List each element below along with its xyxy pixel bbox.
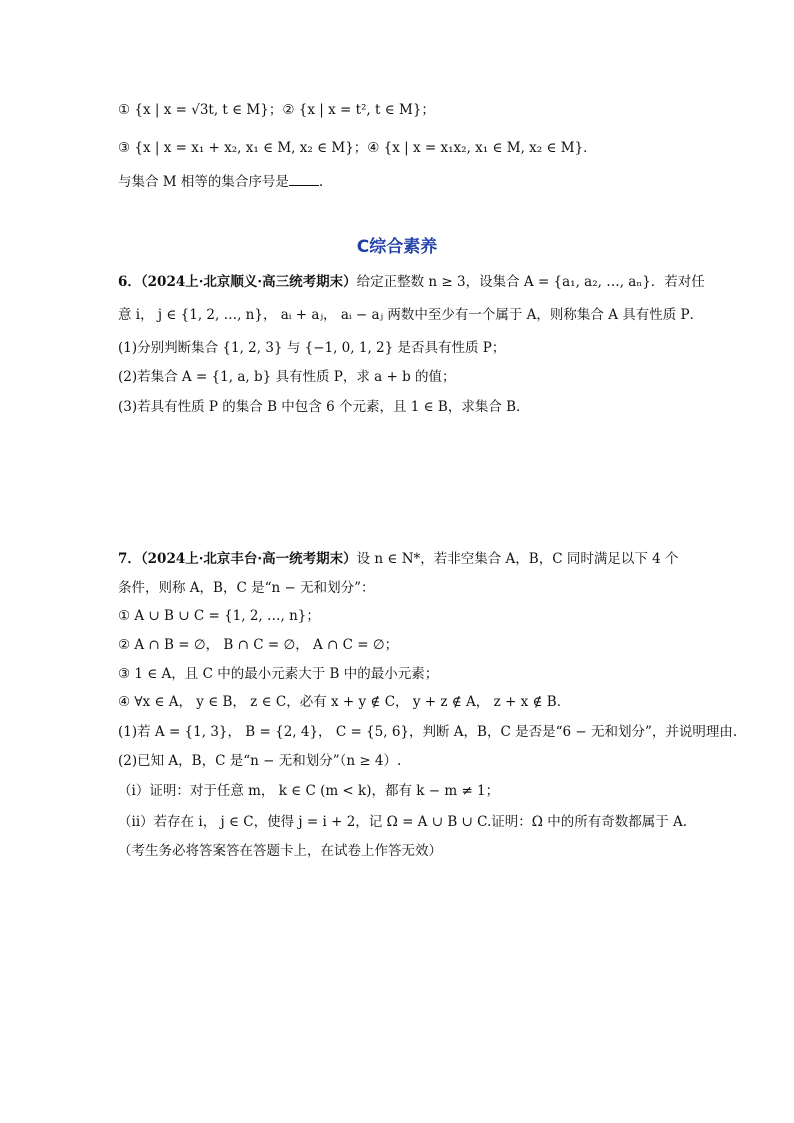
item5-question-line [118,172,684,192]
q7-source: （2024上·北京丰台·高一统考期末） [140,551,357,567]
q7-condition1: ① A ∪ B ∪ C = {1, 2, …, n}； [118,608,320,624]
q6-part1: (1)分别判断集合 {1, 2, 3} 与 {−1, 0, 1, 2} 是否具有性质 P； [118,340,506,356]
q6-line1-text: 给定正整数 n ≥ 3，设集合 A = {a₁, a₂, …, aₙ}．若对任 [356,274,705,290]
q6-part2: (2)若集合 A = {1, a, b} 具有性质 P，求 a + b 的值； [118,369,456,385]
q6-line1 [118,272,705,292]
q7-line1 [118,549,684,569]
q7-part2-i: （i）证明：对于任意 m， k ∈ C (m < k)，都有 k − m ≠ 1； [118,783,500,799]
q6-source: （2024上·北京顺义·高三统考期末） [140,274,357,290]
section-title: C综合素养 [356,237,438,257]
exam-note: （考生务必将答案答在答题卡上，在试卷上作答无效） [118,843,442,859]
item5-options-line2: ③ {x | x = x₁ + x₂, x₁ ∈ M, x₂ ∈ M}；④ {x | x = x₁x₂, x₁ ∈ M, x₂ ∈ M}． [118,140,597,156]
q7-part2-ii: （ii）若存在 i， j ∈ C，使得 j = i + 2，记 Ω = A ∪ B ∪ C.证明：Ω 中的所有奇数都属于 A. [118,814,688,830]
q7-condition3: ③ 1 ∈ A，且 C 中的最小元素大于 B 中的最小元素； [118,666,439,682]
item5-question-end: . [318,174,324,190]
q6-number: 6． [118,274,141,290]
answer-blank [289,173,319,186]
q7-part1: (1)若 A = {1, 3}， B = {2, 4}， C = {5, 6}，判断 A，B，C 是否是“6 − 无和划分”，并说明理由. [118,724,738,740]
q6-line2: 意 i， j ∈ {1, 2, …, n}， aᵢ + aⱼ， aᵢ − aⱼ 两数中至少有一个属于 A，则称集合 A 具有性质 P． [118,307,704,323]
q7-line2: 条件，则称 A，B，C 是“n − 无和划分”： [118,580,375,596]
item5-options-line1: ① {x | x = √3t, t ∈ M}；② {x | x = t², t ∈ M}； [118,102,435,118]
q7-line1-text: 设 n ∈ N*，若非空集合 A，B，C 同时满足以下 4 个 [356,551,679,567]
q7-condition2: ② A ∩ B = ∅， B ∩ C = ∅， A ∩ C = ∅； [118,637,399,653]
q6-part3: (3)若具有性质 P 的集合 B 中包含 6 个元素，且 1 ∈ B，求集合 B． [118,399,530,415]
q7-part2: (2)已知 A，B，C 是“n − 无和划分”（n ≥ 4）. [118,753,402,769]
item5-question-text: 与集合 M 相等的集合序号是 [118,174,289,190]
q7-number: 7． [118,551,141,567]
q7-condition4: ④ ∀x ∈ A， y ∈ B， z ∈ C，必有 x + y ∉ C， y + z ∉ A， z + x ∉ B． [118,694,571,710]
